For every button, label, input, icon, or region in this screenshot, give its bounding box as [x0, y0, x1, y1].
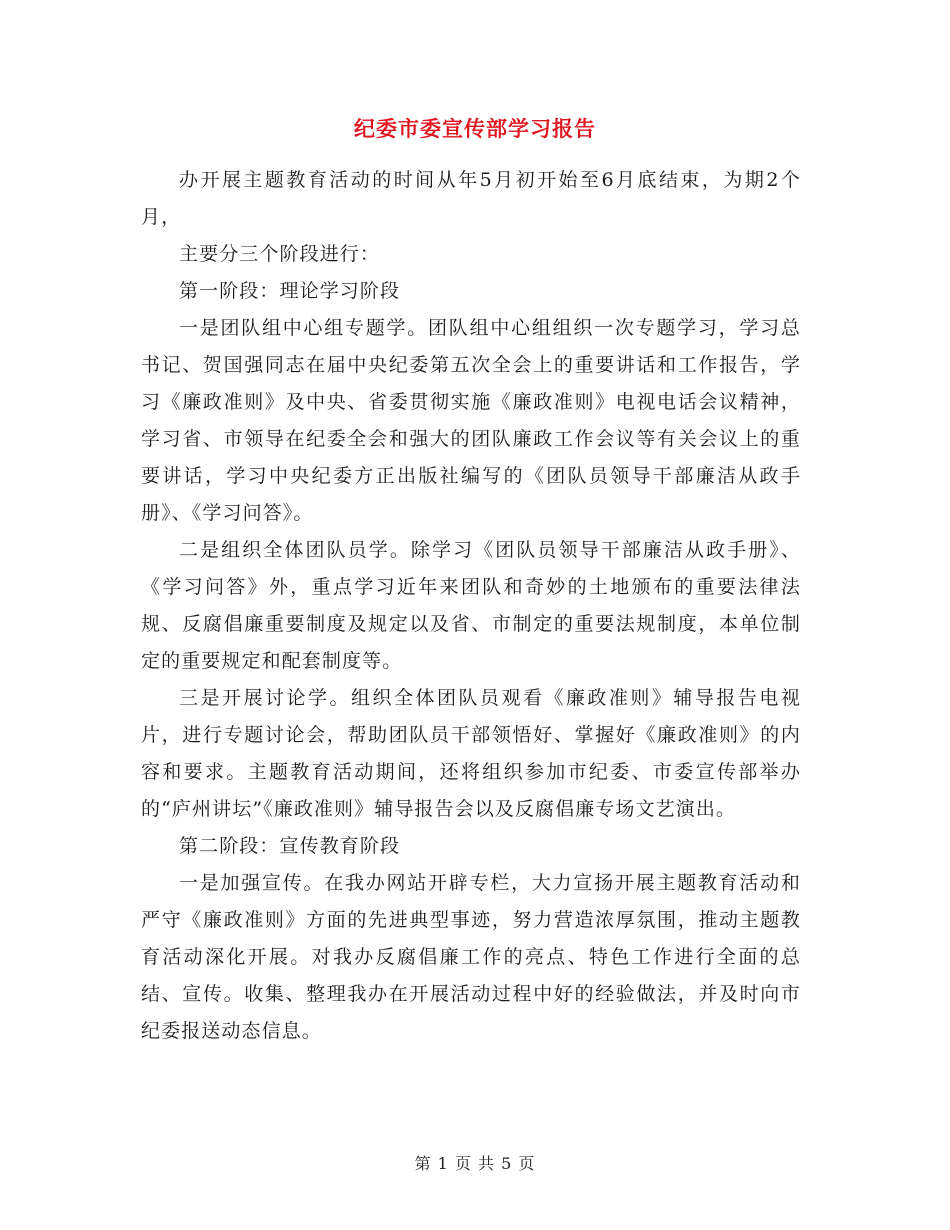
paragraph-phase-one-item-2: 二是组织全体团队员学。除学习《团队员领导干部廉洁从政手册》、《学习问答》外，重点学习近年来团队和奇妙的土地颁布的重要法律法规、反腐倡廉重要制度及规定以及省、市制定的重要法规制度，本单位制定的重要规定和配套制度等。: [141, 539, 801, 672]
paragraph-phase-two-item-1: 一是加强宣传。在我办网站开辟专栏，大力宣扬开展主题教育活动和严守《廉政准则》方面的先进典型事迹，努力营造浓厚氛围，推动主题教育活动深化开展。对我办反腐倡廉工作的亮点、特色工作进行全面的总结、宣传。收集、整理我办在开展活动过程中好的经验做法，并及时向市纪委报送动态信息。: [141, 872, 801, 1042]
page-title: 纪委市委宣传部学习报告: [354, 116, 596, 141]
paragraph-phase-one-item-3: 三是开展讨论学。组织全体团队员观看《廉政准则》辅导报告电视片，进行专题讨论会，帮助团队员干部领悟好、掌握好《廉政准则》的内容和要求。主题教育活动期间，还将组织参加市纪委、市委宣传部举办的“庐州讲坛”《廉政准则》辅导报告会以及反腐倡廉专场文艺演出。: [141, 687, 801, 820]
paragraph-schedule: 办开展主题教育活动的时间从年5月初开始至6月底结束，为期2个月，: [141, 169, 801, 228]
heading-phase-two: 第二阶段：宣传教育阶段: [179, 835, 401, 857]
document-body: [141, 162, 801, 1050]
heading-phase-one: 第一阶段：理论学习阶段: [179, 280, 401, 302]
paragraph-phases-intro: 主要分三个阶段进行：: [179, 243, 381, 265]
page-footer: 第 1 页 共 5 页: [414, 1154, 536, 1173]
paragraph-phase-one-item-1: 一是团队组中心组专题学。团队组中心组组织一次专题学习，学习总书记、贺国强同志在届中央纪委第五次全会上的重要讲话和工作报告，学习《廉政准则》及中央、省委贯彻实施《廉政准则》电视电话会议精神，学习省、市领导在纪委全会和强大的团队廉政工作会议等有关会议上的重要讲话，学习中央纪委方正出版社编写的《团队员领导干部廉洁从政手册》、《学习问答》。: [141, 317, 801, 524]
